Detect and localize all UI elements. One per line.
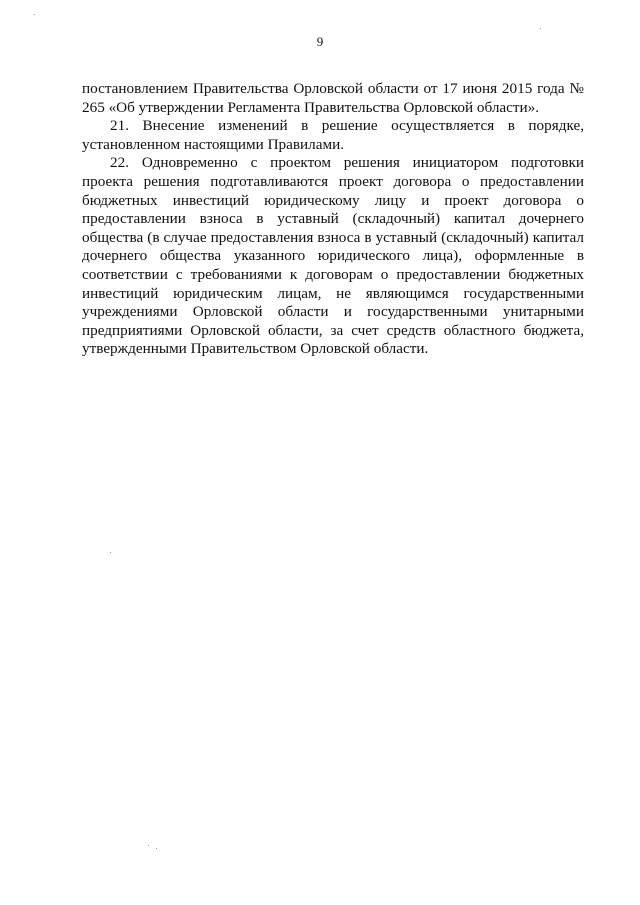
paragraph-21: 21. Внесение изменений в решение осуществляется в порядке, установленном настоящими Правилами.: [82, 117, 584, 153]
document-body: [82, 80, 584, 359]
scan-speck: [540, 28, 541, 29]
paragraph-22: 22. Одновременно с проектом решения инициатором подготовки проекта решения подготавливаются проект договора о предоставлении бюджетных инвестиций юридическому лицу и проект договора о предоставлении взноса в уставный (складочный) капитал дочернего общества (в случае предоставления взноса в уставный (складочный) капитал дочернего общества указанного юридического лица), оформленные в соответствии с требованиями к договорам о предоставлении бюджетных инвестиций юридическим лицам, не являющимся государственными учреждениями Орловской области и государственными унитарными предприятиями Орловской области, за счет средств областного бюджета, утвержденными Правительством Орловской области.: [82, 154, 584, 358]
page-number: 9: [316, 34, 324, 49]
scan-speck: [156, 848, 157, 849]
scan-speck: [110, 552, 111, 553]
scan-speck: [34, 14, 35, 15]
scan-speck: [148, 845, 149, 846]
paragraph-continuation: постановлением Правительства Орловской области от 17 июня 2015 года № 265 «Об утверждении Регламента Правительства Орловской области».: [82, 80, 584, 116]
